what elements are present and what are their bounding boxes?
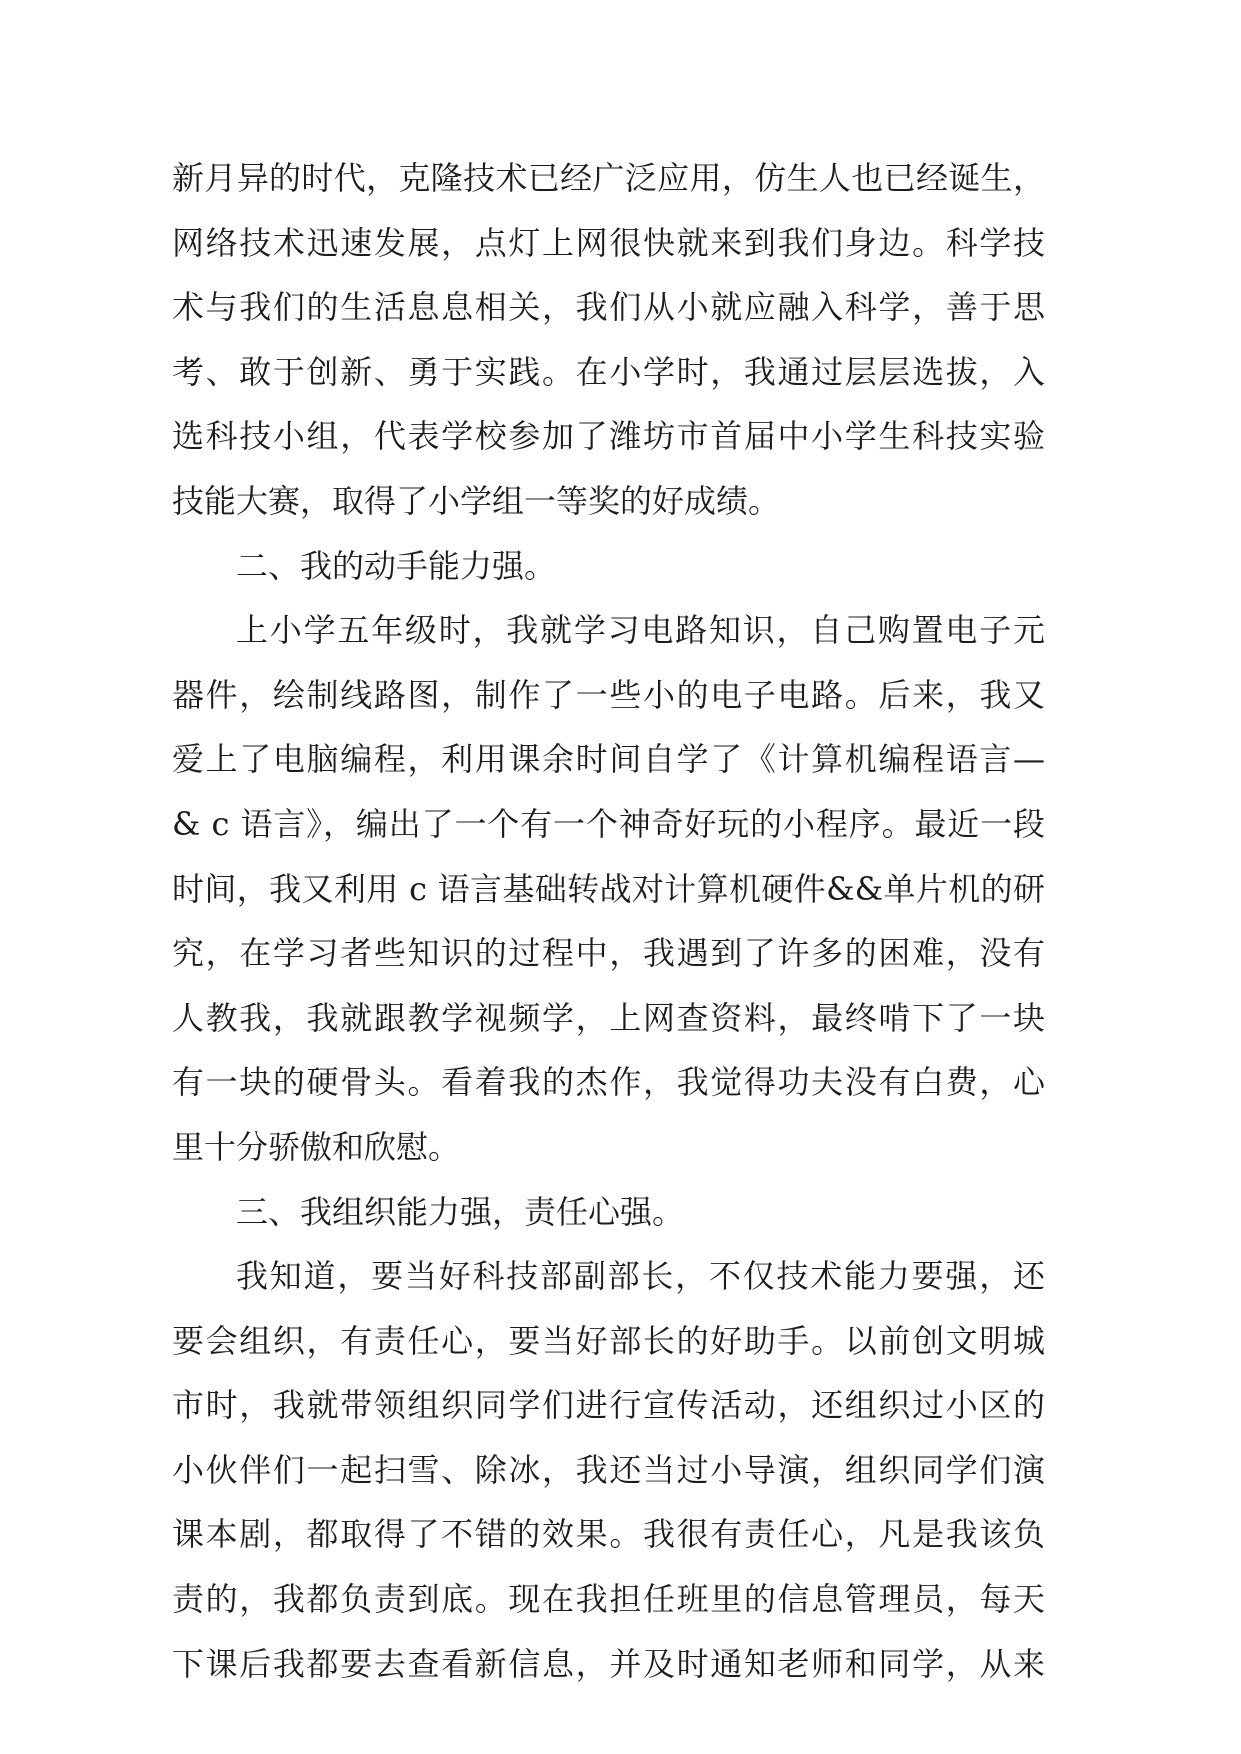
text-line: 时间，我又利用 c 语言基础转战对计算机硬件&&单片机的研 [172, 869, 1045, 908]
paragraph [172, 598, 1045, 1179]
text-line: 新月异的时代，克隆技术已经广泛应用，仿生人也已经诞生， [172, 159, 1045, 197]
document-page [172, 146, 1045, 1696]
text-line: 市时，我就带领组织同学们进行宣传活动，还组织过小区的 [172, 1386, 1045, 1425]
text-line: 器件，绘制线路图，制作了一些小的电子电路。后来，我又 [172, 675, 1045, 714]
text-line: 我知道，要当好科技部副部长，不仅技术能力要强，还 [236, 1257, 1045, 1296]
paragraph [172, 1244, 1045, 1696]
text-line: 课本剧，都取得了不错的效果。我很有责任心，凡是我该负 [172, 1515, 1045, 1554]
text-line: 有一块的硬骨头。看着我的杰作，我觉得功夫没有白费，心 [172, 1063, 1045, 1102]
heading-line: 三、我组织能力强，责任心强。 [236, 1192, 685, 1231]
text-line: 人教我，我就跟教学视频学，上网查资料，最终啃下了一块 [172, 998, 1045, 1037]
paragraph [172, 146, 1045, 534]
text-line: 下课后我都要去查看新信息，并及时通知老师和同学，从来 [172, 1644, 1045, 1683]
section-heading [172, 534, 1045, 599]
text-line: 术与我们的生活息息相关，我们从小就应融入科学，善于思 [172, 288, 1045, 327]
text-line: 要会组织，有责任心，要当好部长的好助手。以前创文明城 [172, 1321, 1045, 1360]
text-line: 究，在学习者些知识的过程中，我遇到了许多的困难，没有 [172, 934, 1045, 973]
heading-line: 二、我的动手能力强。 [236, 546, 557, 585]
text-line: 爱上了电脑编程，利用课余时间自学了《计算机编程语言— [172, 740, 1045, 779]
text-line: 网络技术迅速发展，点灯上网很快就来到我们身边。科学技 [172, 223, 1045, 262]
text-line: 上小学五年级时，我就学习电路知识，自己购置电子元 [236, 611, 1045, 650]
section-heading [172, 1180, 1045, 1245]
text-line: 技能大赛，取得了小学组一等奖的好成绩。 [172, 481, 781, 520]
text-line: 选科技小组，代表学校参加了潍坊市首届中小学生科技实验 [172, 417, 1045, 456]
text-line: & c 语言》，编出了一个有一个神奇好玩的小程序。最近一段 [172, 804, 1045, 843]
text-line: 考、敢于创新、勇于实践。在小学时，我通过层层选拔，入 [172, 352, 1045, 391]
text-line: 小伙伴们一起扫雪、除冰，我还当过小导演，组织同学们演 [172, 1450, 1045, 1489]
text-line: 里十分骄傲和欣慰。 [172, 1127, 461, 1166]
text-line: 责的，我都负责到底。现在我担任班里的信息管理员，每天 [172, 1580, 1045, 1619]
